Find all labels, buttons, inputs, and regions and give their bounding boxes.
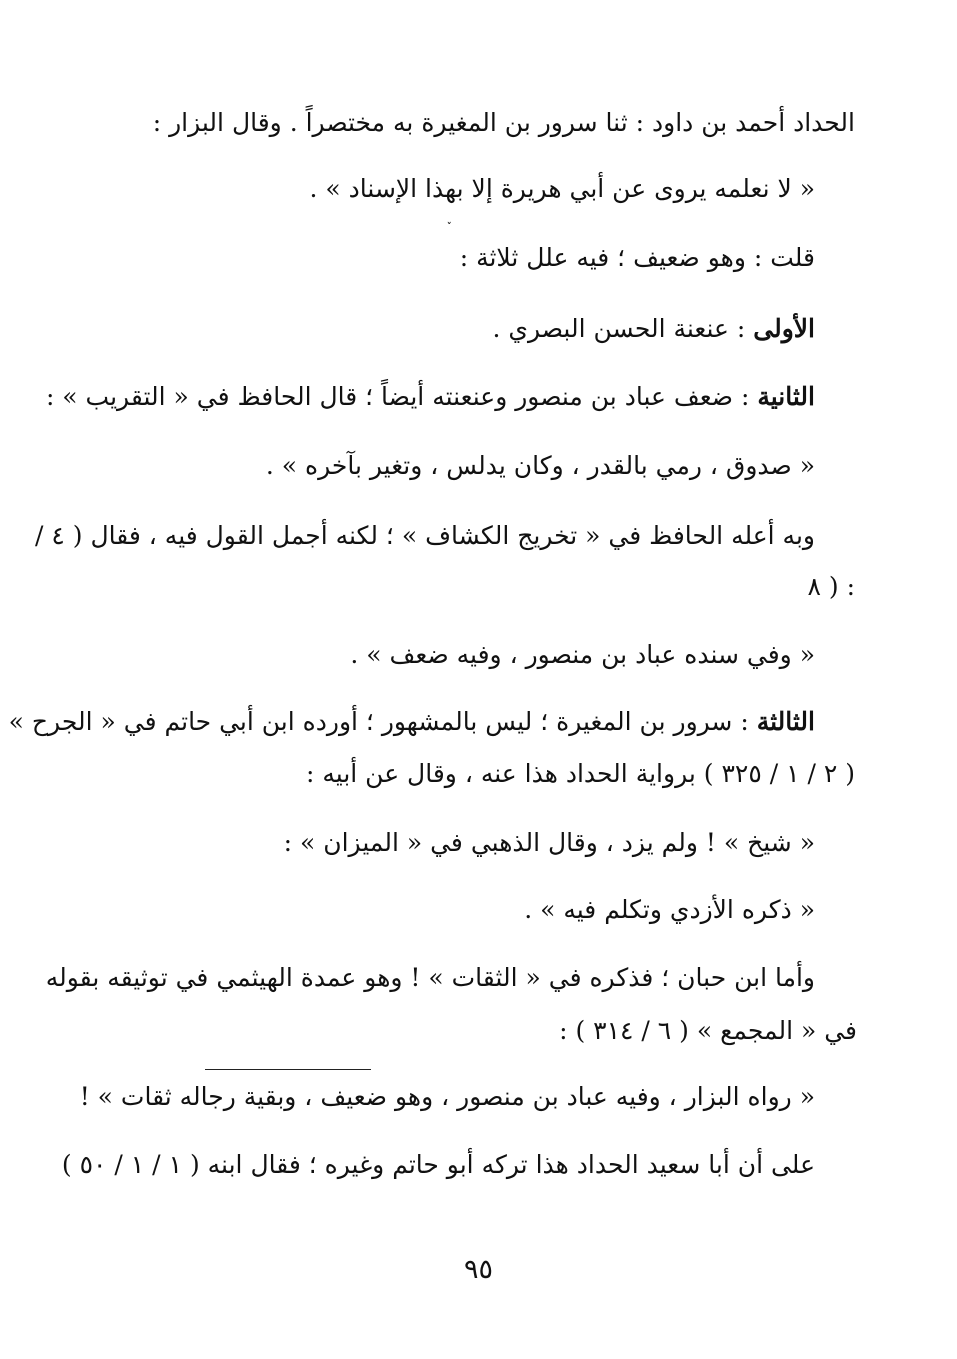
text-line-11: ( ٢ / ١ / ٣٢٥ ) برواية الحداد هذا عنه ، وقال عن أبيه : bbox=[306, 759, 855, 788]
quote-line-16: « رواه البزار ، وفيه عباد بن منصور ، وهو ضعيف ، وبقية رجاله ثقات » ! bbox=[79, 1082, 815, 1111]
quote-line-13: « ذكره الأزدي وتكلم فيه » . bbox=[524, 895, 815, 924]
text-line-15: في « المجمع » ( ٦ / ٣١٤ ) : bbox=[559, 1016, 857, 1045]
separator-rule bbox=[205, 1069, 371, 1070]
quote-line-2: « لا نعلمه يروى عن أبي هريرة إلا بهذا الإسناد » . bbox=[309, 174, 815, 203]
page-number: ٩٥ bbox=[463, 1254, 493, 1285]
text-line-1: الحداد أحمد بن داود : ثنا سرور بن المغيرة به مختصراً . وقال البزار : bbox=[152, 108, 855, 137]
text-line-7: وبه أعله الحافظ في « تخريج الكشاف » ؛ لكنه أجمل القول فيه ، فقال ( ٤ / bbox=[35, 521, 815, 550]
reason-first-lead: الأولى bbox=[753, 314, 815, 343]
text-line-8: ٨ ) : bbox=[807, 572, 855, 601]
text-line-3: قلت : وهو ضعيف ؛ فيه علل ثلاثة : bbox=[459, 243, 815, 272]
quote-line-12: « شيخ » ! ولم يزد ، وقال الذهبي في « الميزان » : bbox=[283, 828, 815, 857]
text-line-17: على أن أبا سعيد الحداد هذا تركه أبو حاتم وغيره ؛ فقال ابنه ( ١ / ١ / ٥٠ ) bbox=[61, 1150, 815, 1179]
reason-third-lead: الثالثة bbox=[756, 707, 815, 736]
reason-first: الأولى : عنعنة الحسن البصري . bbox=[492, 314, 815, 343]
quote-line-6: « صدوق ، رمي بالقدر ، وكان يدلس ، وتغير بآخره » . bbox=[265, 451, 815, 480]
text-line-14: وأما ابن حبان ؛ فذكره في « الثقات » ! وهو عمدة الهيثمي في توثيقه بقوله bbox=[45, 963, 815, 992]
quote-line-9: « وفي سنده عباد بن منصور ، وفيه ضعف » . bbox=[350, 640, 815, 669]
reason-second: الثانية : ضعف عباد بن منصور وعنعنته أيضاً ؛ قال الحافظ في « التقريب » : bbox=[45, 382, 815, 411]
reason-second-lead: الثانية bbox=[757, 382, 815, 411]
reason-third: الثالثة : سرور بن المغيرة ؛ ليس بالمشهور ؛ أورده ابن أبي حاتم في « الجرح » bbox=[8, 707, 815, 736]
